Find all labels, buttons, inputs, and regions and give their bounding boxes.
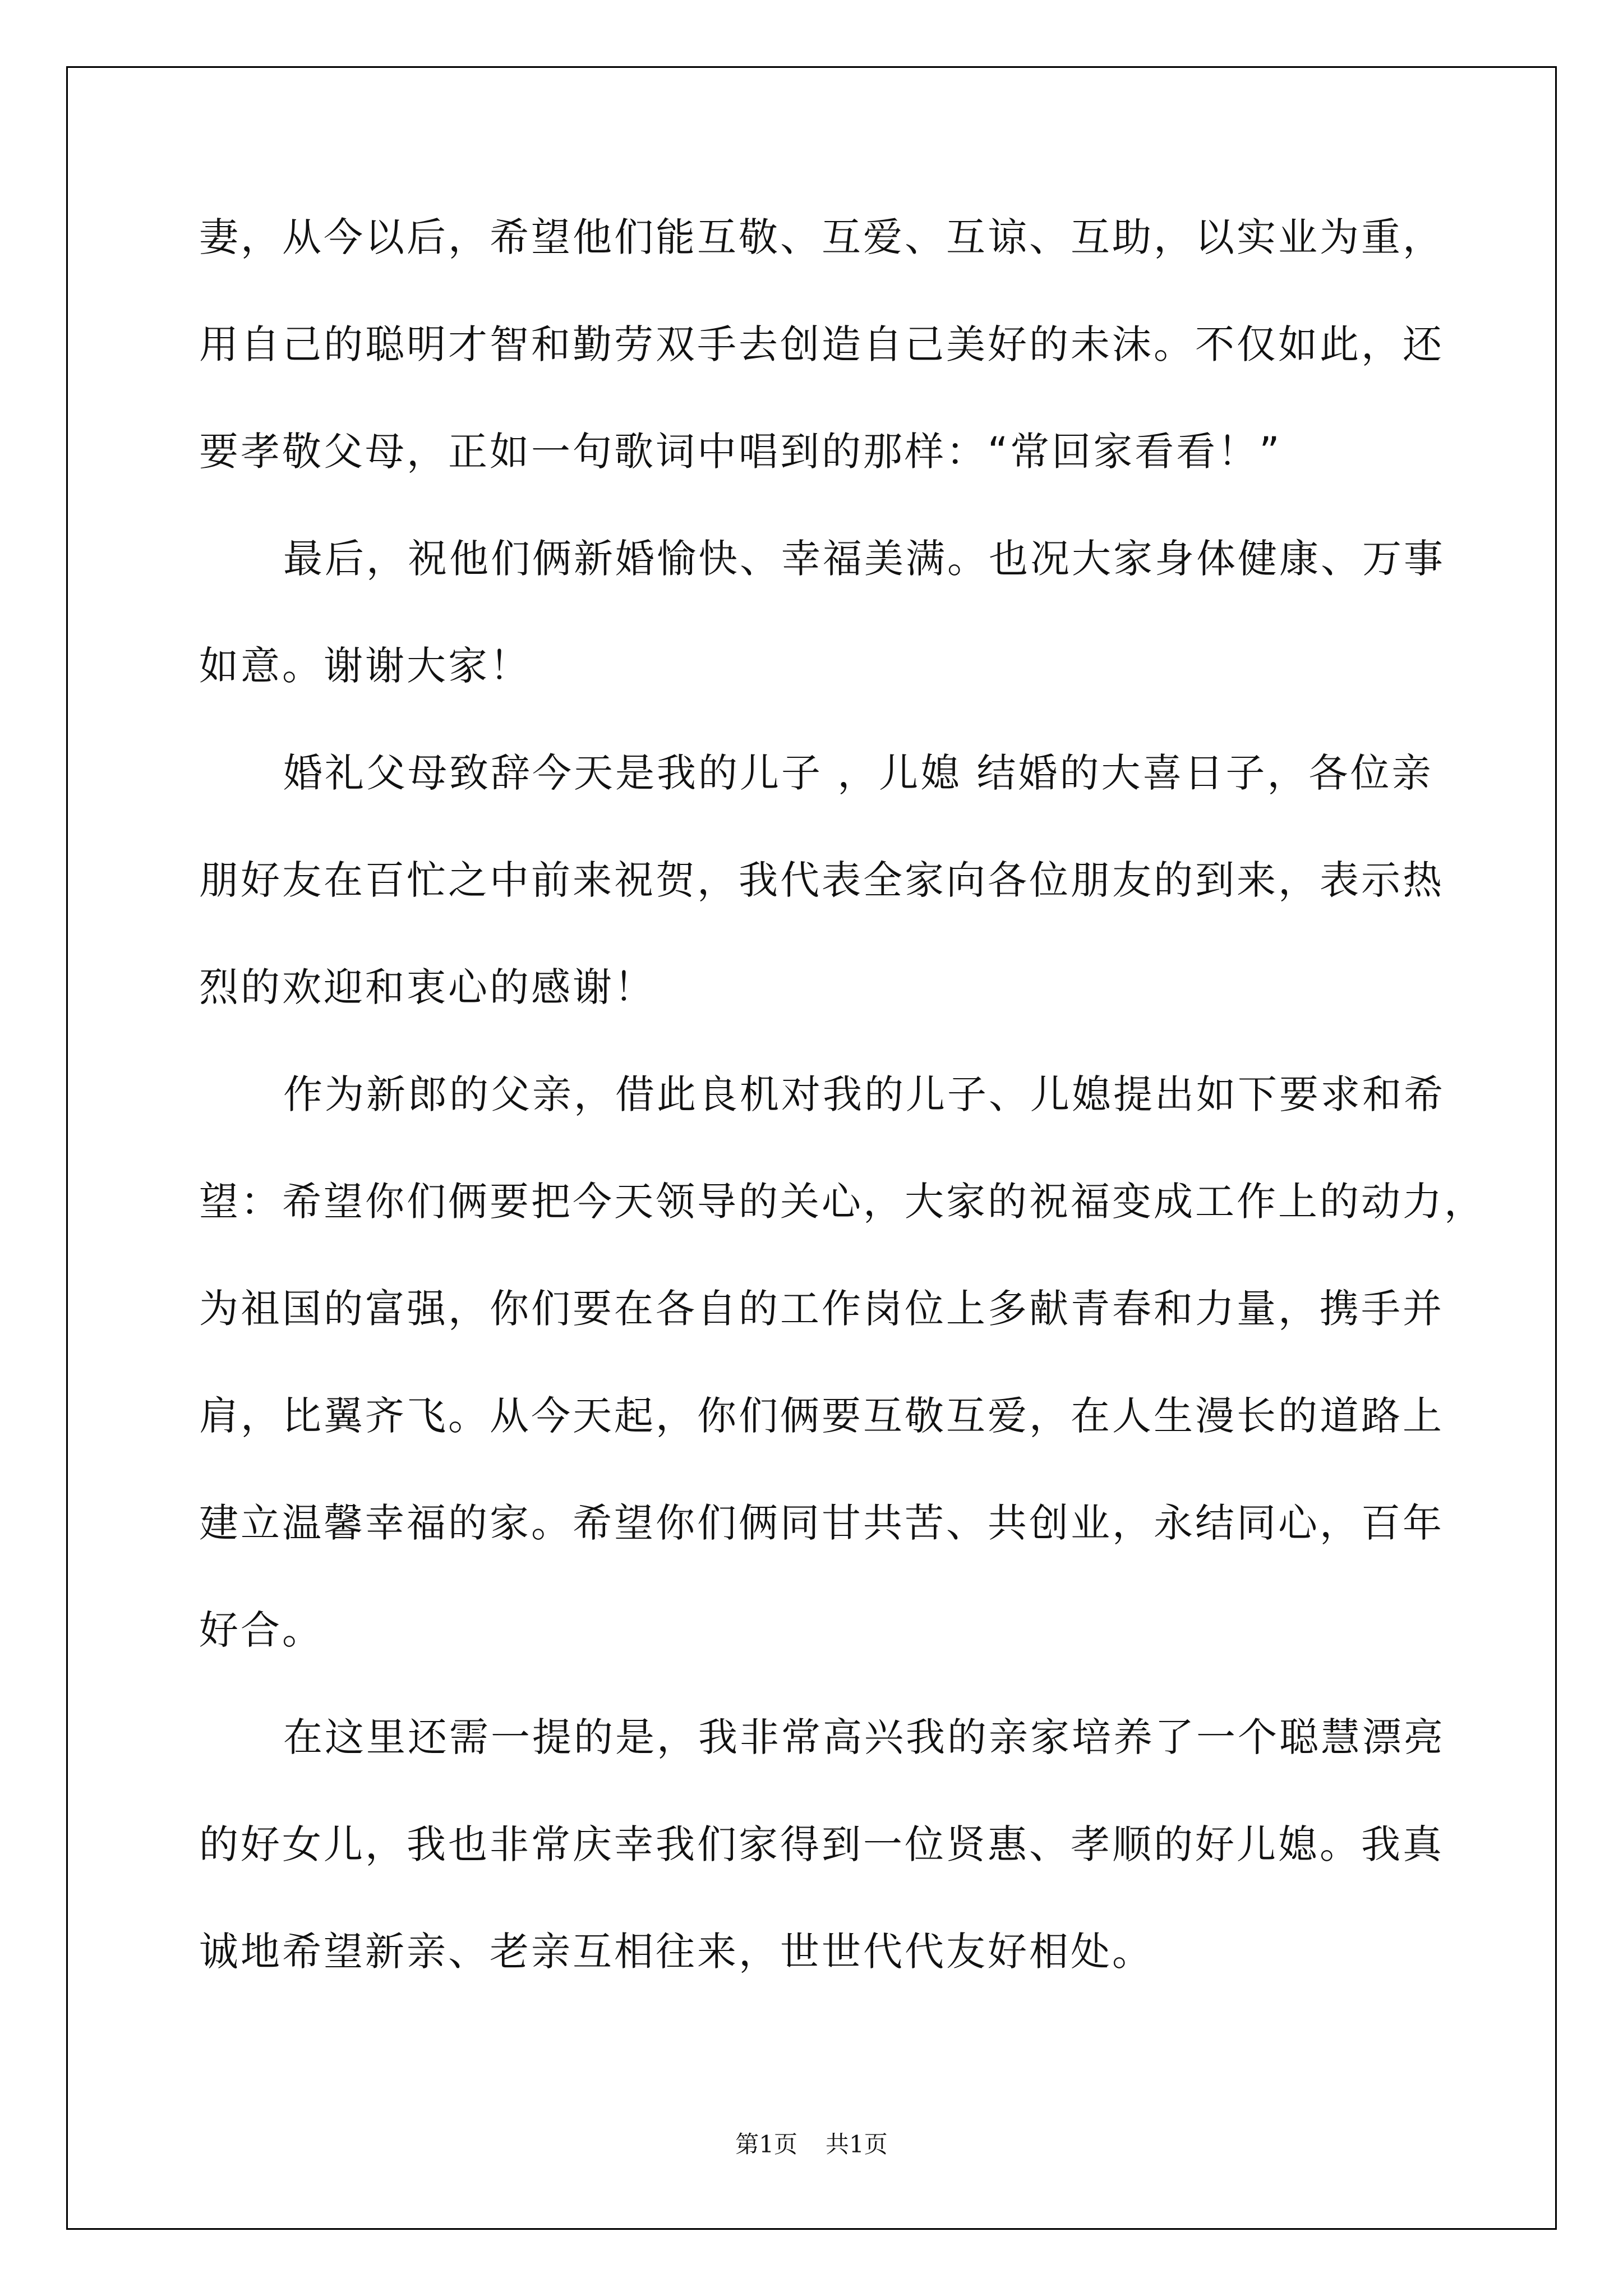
text-line: 建立温馨幸福的家。希望你们俩同甘共苦、共创业，永结同心，百年 bbox=[199, 1500, 1444, 1546]
text-line: 要孝敬父母，正如一句歌词中唱到的那样：“常回家看看！” bbox=[199, 429, 1282, 475]
paragraph-first-line: 最后，祝他们俩新婚愉快、幸福美满。也况大家身体健康、万事 bbox=[283, 536, 1445, 582]
text-line: 好合。 bbox=[199, 1607, 324, 1653]
paragraph-first-line: 作为新郎的父亲，借此良机对我的儿子、儿媳提出如下要求和希 bbox=[283, 1071, 1445, 1117]
paragraph-first-line: 婚礼父母致辞今天是我的儿子 ，儿媳 结婚的大喜日子，各位亲 bbox=[283, 750, 1433, 796]
text-line: 诚地希望新亲、老亲互相往来，世世代代友好相处。 bbox=[199, 1929, 1154, 1975]
page-footer bbox=[0, 2126, 1623, 2160]
text-line: 烈的欢迎和衷心的感谢！ bbox=[199, 964, 656, 1010]
text-line: 望：希望你们俩要把今天领导的关心，大家的祝福变成工作上的动力， bbox=[199, 1179, 1486, 1225]
text-line: 的好女儿，我也非常庆幸我们家得到一位贤惠、孝顺的好儿媳。我真 bbox=[199, 1821, 1444, 1867]
text-line: 如意。谢谢大家！ bbox=[199, 643, 531, 689]
text-line: 朋好友在百忙之中前来祝贺，我代表全家向各位朋友的到来，表示热 bbox=[199, 857, 1444, 903]
text-line: 为祖国的富强，你们要在各自的工作岗位上多献青春和力量，携手并 bbox=[199, 1286, 1444, 1332]
text-line: 妻，从今以后，希望他们能互敬、互爱、互谅、互助，以实业为重， bbox=[199, 214, 1444, 260]
text-line: 用自己的聪明才智和勤劳双手去创造自己美好的未沫。不仅如此，还 bbox=[199, 321, 1444, 367]
paragraph-first-line: 在这里还需一提的是，我非常高兴我的亲家培养了一个聪慧漂亮 bbox=[283, 1714, 1445, 1760]
page-number: 第1页 bbox=[735, 2131, 797, 2158]
page-total: 共1页 bbox=[826, 2131, 888, 2158]
text-line: 肩，比翼齐飞。从今天起，你们俩要互敬互爱，在人生漫长的道路上 bbox=[199, 1393, 1444, 1439]
document-body bbox=[199, 214, 1486, 2039]
